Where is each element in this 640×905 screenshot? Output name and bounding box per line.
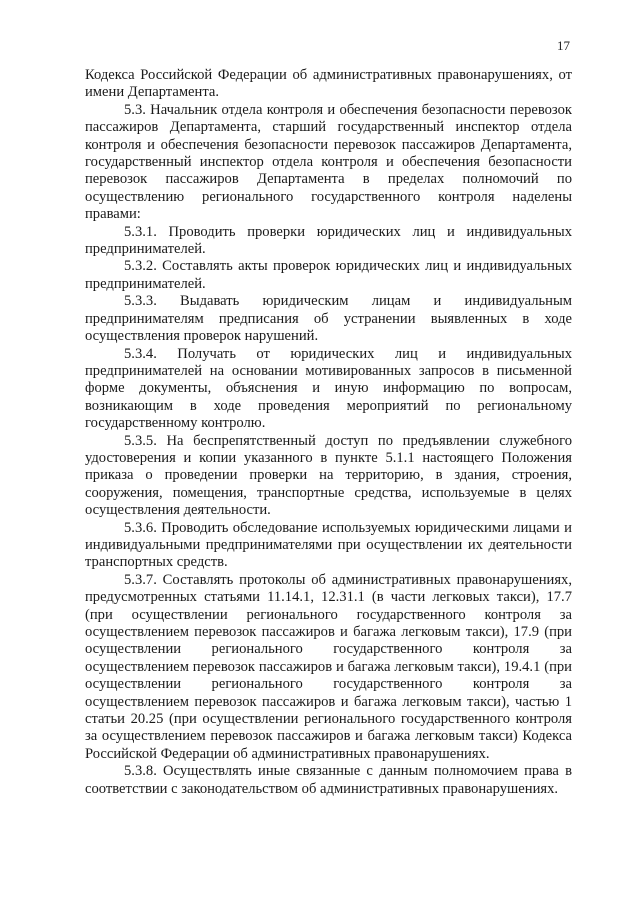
paragraph-5-3-4: 5.3.4. Получать от юридических лиц и индивидуальных предпринимателей на основании мотивированных запросов в письменной форме документы, объяснения и иную информацию по вопросам, возникающим в ходе проведения мероприятий по региональному государственному контролю. — [85, 345, 572, 432]
paragraph-5-3-8: 5.3.8. Осуществлять иные связанные с данным полномочием права в соответствии с законодательством об административных правонарушениях. — [85, 763, 572, 797]
paragraph-5-3-6: 5.3.6. Проводить обследование используемых юридическими лицами и индивидуальными предпринимателями при осуществлении их деятельности транспортных средств. — [85, 519, 572, 571]
paragraph-5-3-5: 5.3.5. На беспрепятственный доступ по предъявлении служебного удостоверения и копии указанного в пункте 5.1.1 настоящего Положения приказа о проведении проверки на территорию, в здания, строения, сооружения, помещения, транспортные средства, используемые в целях осуществления деятельности. — [85, 432, 572, 519]
paragraph-5-3-1: 5.3.1. Проводить проверки юридических лиц и индивидуальных предпринимателей. — [85, 223, 572, 258]
paragraph-5-3-7: 5.3.7. Составлять протоколы об административных правонарушениях, предусмотренных статьями 11.14.1, 12.31.1 (в части легковых такси), 17.7 (при осуществлении регионального государственного контроля за осуществлением перевозок пассажиров и багажа легковым такси), 17.9 (при осуществлении регионального государственного контроля за осуществлением перевозок пассажиров и багажа легковым такси), 19.4.1 (при осуществлении регионального государственного контроля за осуществлением перевозок пассажиров и багажа легковым такси), частью 1 статьи 20.25 (при осуществлении регионального государственного контроля за осуществлением перевозок пассажиров и багажа легковым такси) Кодекса Российской Федерации об административных правонарушениях. — [85, 571, 572, 762]
paragraph-5-3-3: 5.3.3. Выдавать юридическим лицам и индивидуальным предпринимателям предписания об устранении выявленных в ходе осуществления проверок нарушений. — [85, 293, 572, 345]
document-body — [85, 67, 572, 798]
paragraph-5-3: 5.3. Начальник отдела контроля и обеспечения безопасности перевозок пассажиров Департамента, старший государственный инспектор отдела контроля и обеспечения безопасности перевозок пассажиров Департамента, государственный инспектор отдела контроля и обеспечения безопасности перевозок пассажиров Департамента в пределах полномочий по осуществлению регионального государственного контроля наделены правами: — [85, 101, 572, 223]
paragraph-continuation: Кодекса Российской Федерации об административных правонарушениях, от имени Департамента. — [85, 67, 572, 101]
page-number: 17 — [557, 38, 570, 53]
paragraph-5-3-2: 5.3.2. Составлять акты проверок юридических лиц и индивидуальных предпринимателей. — [85, 258, 572, 292]
